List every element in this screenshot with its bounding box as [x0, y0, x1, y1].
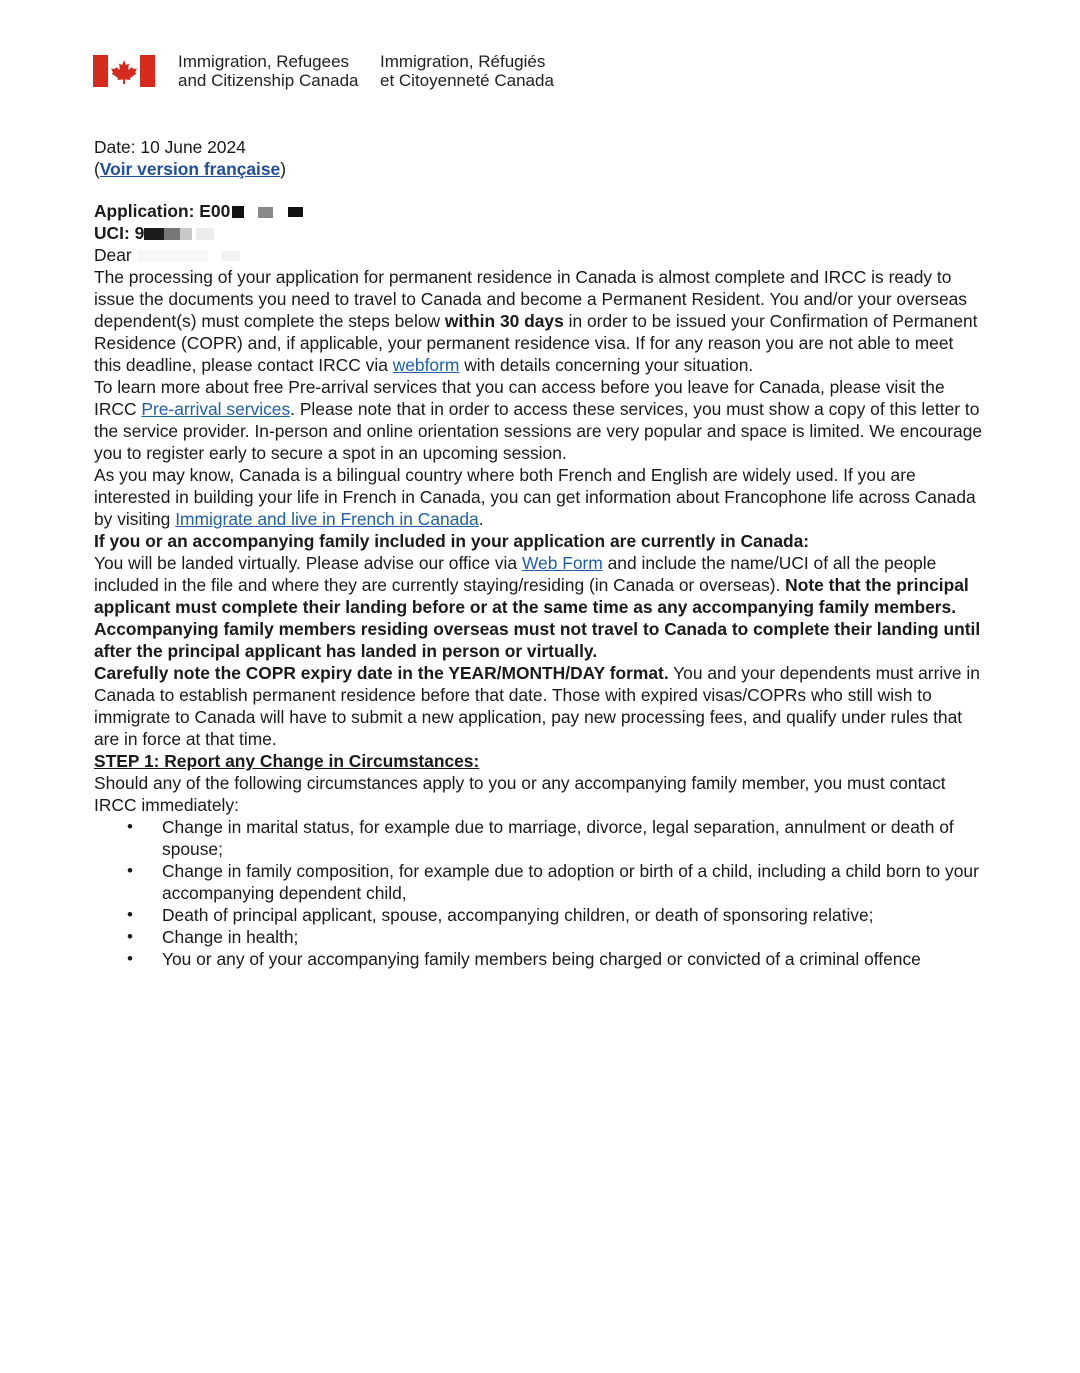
- paragraph-pre-arrival: [94, 376, 984, 464]
- department-en-line1: Immigration, Refugees: [178, 52, 350, 71]
- salutation: [94, 244, 984, 266]
- list-item: • Change in marital status, for example due to marriage, divorce, legal separation, annulment or death of spouse;: [162, 816, 984, 860]
- list-item: • Change in family composition, for example due to adoption or birth of a child, including a child born to your accompanying dependent child,: [162, 860, 984, 904]
- webform-link[interactable]: webform: [392, 355, 460, 375]
- application-block: [94, 200, 984, 244]
- uci-label: UCI: 9: [94, 223, 145, 243]
- department-fr-line1: Immigration, Réfugiés: [380, 52, 546, 71]
- redaction-mark: [258, 207, 273, 218]
- paragraph-text: with details concerning your situation.: [459, 355, 754, 375]
- paragraph-in-canada: [94, 530, 984, 662]
- paren-close: ): [280, 159, 287, 179]
- paragraph-bilingual: [94, 464, 984, 530]
- paragraph-text: in order to be issued your Confirmation of Permanent Residence (COPR) and, if applicable, your permanent residence visa. If for any reason you are not able to meet this deadline, please contact IRCC via: [94, 311, 978, 375]
- step1-heading: STEP 1: Report any Change in Circumstances:: [94, 751, 480, 771]
- copr-expiry-heading: Carefully note the COPR expiry date in the YEAR/MONTH/DAY format.: [94, 663, 669, 683]
- french-version-line: [94, 158, 984, 180]
- redaction-mark: [180, 228, 192, 240]
- department-fr-line2: et Citoyenneté Canada: [380, 71, 554, 90]
- application-label: Application: E00: [94, 201, 231, 221]
- department-name-english: [178, 52, 359, 90]
- in-canada-heading: If you or an accompanying family included in your application are currently in Canada:: [94, 531, 810, 551]
- paragraph-text: and include the name/UCI of all the people included in the file and where they are currently staying/residing (in Canada or overseas).: [94, 553, 937, 595]
- redaction-mark: [222, 251, 240, 261]
- circumstances-list: [94, 816, 984, 970]
- paragraph-processing: [94, 266, 984, 376]
- redaction-mark: [288, 207, 303, 217]
- department-name-french: [380, 52, 554, 90]
- list-item: • Change in health;: [162, 926, 984, 948]
- step1-intro: Should any of the following circumstances apply to you or any accompanying family member, you must contact IRCC immediately:: [94, 773, 946, 815]
- canada-flag-icon: [93, 55, 155, 87]
- deadline-text: within 30 days: [444, 311, 564, 331]
- paragraph-text: You will be landed virtually. Please advise our office via: [94, 553, 522, 573]
- letter-body: [94, 136, 984, 970]
- paragraph-text: To learn more about free Pre-arrival services that you can access before you leave for Canada, please visit the IRCC: [94, 377, 945, 419]
- redaction-mark: [232, 206, 244, 218]
- paragraph-text: You and your dependents must arrive in Canada to establish permanent residence before that date. Those with expired visas/COPRs who still wish to immigrate to Canada will have to submit a new application, pay new processing fees, and qualify under rules that are in force at that time.: [94, 663, 980, 749]
- pre-arrival-services-link[interactable]: Pre-arrival services: [141, 399, 291, 419]
- paragraph-text: . Please note that in order to access these services, you must show a copy of this letter to the service provider. In-person and online orientation sessions are very popular and space is limited. We encourage you to register early to secure a spot in an upcoming session.: [94, 399, 983, 463]
- uci-number: [94, 222, 984, 244]
- application-number: [94, 200, 984, 222]
- salutation-text: Dear: [94, 245, 132, 265]
- landing-note: Note that the principal applicant must complete their landing before or at the same time as any accompanying family members. Accompanying family members residing overseas must not travel to Canada to complete their landing until after the principal applicant has landed in person or virtually.: [94, 575, 981, 661]
- web-form-link[interactable]: Web Form: [521, 553, 603, 573]
- immigrate-french-link[interactable]: Immigrate and live in French in Canada: [175, 509, 479, 529]
- redaction-mark: [138, 250, 208, 262]
- paragraph-text: .: [478, 509, 484, 529]
- department-en-line2: and Citizenship Canada: [178, 71, 359, 90]
- paragraph-text: As you may know, Canada is a bilingual country where both French and English are widely used. If you are interested in building your life in French in Canada, you can get information about Francophone life across Canada by visiting: [94, 465, 976, 529]
- paragraph-text: The processing of your application for permanent residence in Canada is almost complete and IRCC is ready to issue the documents you need to travel to Canada and become a Permanent Resident. You and/or your overseas dependent(s) must complete the steps below: [94, 267, 967, 331]
- redaction-mark: [196, 228, 214, 240]
- list-item: • Death of principal applicant, spouse, accompanying children, or death of sponsoring relative;: [162, 904, 984, 926]
- redaction-mark: [164, 228, 180, 240]
- redaction-mark: [144, 228, 164, 240]
- paren-open: (: [94, 159, 100, 179]
- french-version-link[interactable]: Voir version française: [99, 159, 281, 179]
- letter-date: Date: 10 June 2024: [94, 137, 246, 157]
- paragraph-copr-expiry: [94, 662, 984, 750]
- list-item: • You or any of your accompanying family members being charged or convicted of a criminal offence: [162, 948, 984, 970]
